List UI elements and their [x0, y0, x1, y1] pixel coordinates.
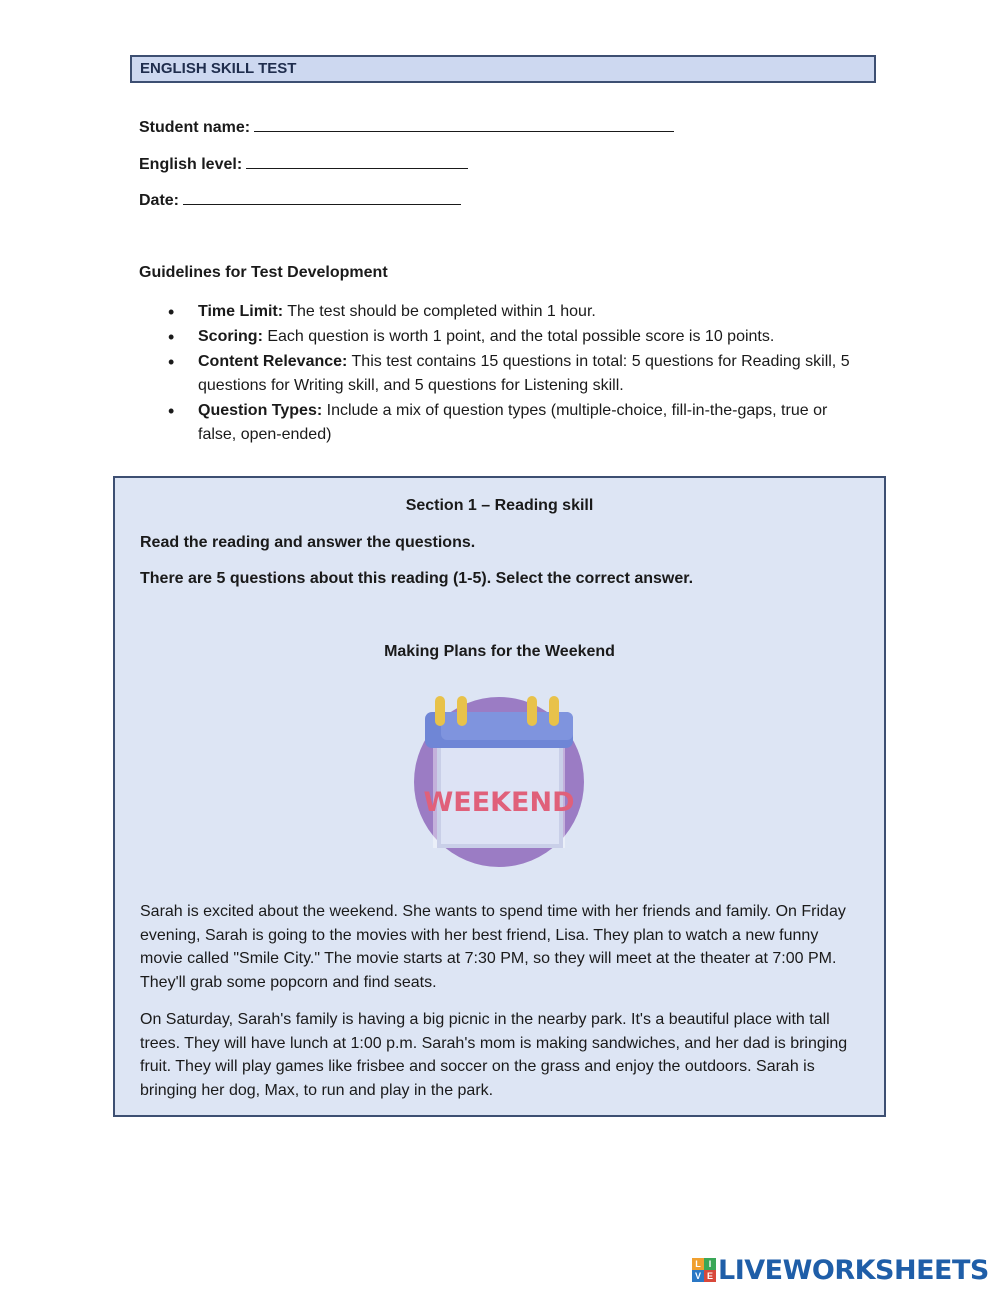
guideline-label: Time Limit:: [198, 303, 284, 320]
test-title-bar: [130, 55, 876, 83]
logo-letter: I: [704, 1258, 716, 1270]
student-name-blank[interactable]: [254, 117, 674, 132]
date-blank[interactable]: [183, 190, 461, 205]
reading-paragraph-2: On Saturday, Sarah's family is having a big picnic in the nearby park. It's a beautiful place with tall trees. They will have lunch at 1:00 p.m. Sarah's mom is making sandwiches, and her dad is bringing fruit. They will play games like frisbee and soccer on the grass and enjoy the outdoors. Sarah is bringing her dog, Max, to run and play in the park.: [140, 1011, 848, 1099]
section-instruction-2: There are 5 questions about this reading (1-5). Select the correct answer.: [140, 570, 694, 587]
guideline-item: [168, 399, 868, 447]
reading-title: Making Plans for the Weekend: [384, 643, 615, 660]
english-level-label: English level:: [139, 156, 243, 173]
guidelines-title: Guidelines for Test Development: [139, 264, 388, 281]
date-label: Date:: [139, 192, 180, 209]
guideline-label: Question Types:: [198, 402, 323, 419]
guideline-label: Scoring:: [198, 328, 263, 345]
guidelines-list: [168, 300, 868, 448]
guideline-item: [168, 325, 868, 349]
english-level-blank[interactable]: [246, 154, 468, 169]
guideline-item: [168, 300, 868, 324]
liveworksheets-logo[interactable]: [692, 1254, 989, 1286]
student-name-label: Student name:: [139, 119, 251, 136]
section-title: Section 1 – Reading skill: [405, 497, 594, 514]
guideline-item: [168, 350, 868, 398]
guideline-text: Include a mix of question types (multiple-choice, fill-in-the-gaps, true or false, open-ended): [198, 402, 828, 443]
reading-paragraph-1: Sarah is excited about the weekend. She wants to spend time with her friends and family. On Friday evening, Sarah is going to the movies with her best friend, Lisa. They plan to watch a new funny movie called "Smile City." The movie starts at 7:30 PM, so they will meet at the theater at 7:00 PM. They'll grab some popcorn and find seats.: [140, 903, 846, 991]
weekend-calendar-icon: [411, 688, 587, 868]
english-level-field[interactable]: [139, 154, 468, 174]
guideline-text: The test should be completed within 1 hour.: [283, 303, 596, 320]
guideline-label: Content Relevance:: [198, 353, 348, 370]
guideline-text: Each question is worth 1 point, and the total possible score is 10 points.: [262, 328, 775, 345]
logo-letter: E: [704, 1270, 716, 1282]
weekend-image-text: WEEKEND: [423, 787, 575, 818]
guideline-text: This test contains 15 questions in total: 5 questions for Reading skill, 5 questions for Writing skill, and 5 questions for Listening skill.: [198, 353, 850, 394]
reading-section-box: [113, 476, 886, 1117]
section-instruction-1: Read the reading and answer the questions.: [140, 534, 476, 551]
logo-letter: V: [692, 1270, 704, 1282]
logo-letter: L: [692, 1258, 704, 1270]
test-title: ENGLISH SKILL TEST: [140, 60, 297, 77]
student-name-field[interactable]: [139, 117, 674, 137]
logo-mark-icon: [692, 1258, 716, 1282]
logo-text: LIVEWORKSHEETS: [718, 1254, 989, 1286]
date-field[interactable]: [139, 190, 461, 210]
